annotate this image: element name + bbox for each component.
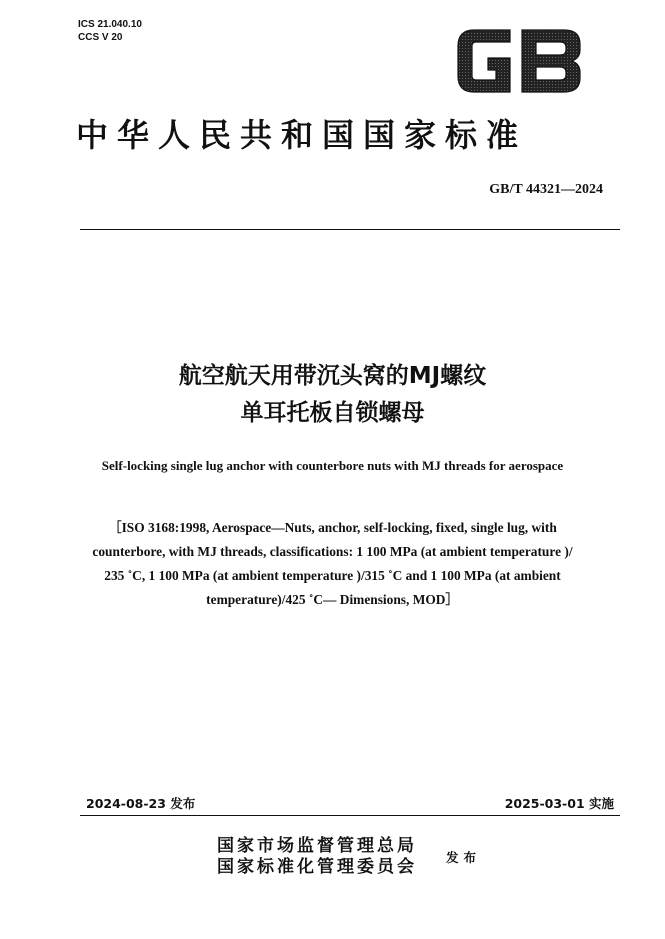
iso-reference-line-4: temperature)/425 ˚C— Dimensions, MOD］: [206, 592, 459, 607]
ccs-code: CCS V 20: [78, 32, 123, 43]
classification-codes: [78, 18, 142, 44]
chinese-title-line-2: 单耳托板自锁螺母: [240, 400, 425, 426]
standard-number: GB/T 44321—2024: [489, 182, 603, 197]
issue-date: 2024-08-23 发布: [86, 796, 196, 811]
bottom-divider: [80, 815, 620, 816]
iso-reference-line-3: 235 ˚C, 1 100 MPa (at ambient temperature )/315 ˚C and 1 100 MPa (at ambient: [104, 568, 561, 583]
chinese-title: [40, 358, 625, 432]
issuer-samr: 国家市场监督管理总局: [217, 836, 417, 856]
top-divider: [80, 229, 620, 230]
issuing-authorities: [217, 836, 417, 878]
iso-reference-line-2: counterbore, with MJ threads, classifications: 1 100 MPa (at ambient temperature )/: [92, 544, 573, 559]
gb-logo: [452, 20, 586, 102]
issuer-sac: 国家标准化管理委员会: [217, 857, 417, 877]
english-title: Self-locking single lug anchor with counterbore nuts with MJ threads for aerospace: [101, 458, 564, 473]
iso-reference: [60, 516, 605, 612]
national-standard-title: 中华人民共和国国家标准: [76, 116, 528, 154]
ics-code: ICS 21.040.10: [78, 19, 142, 30]
implementation-date: 2025-03-01 实施: [504, 796, 614, 811]
iso-reference-line-1: ［ISO 3168:1998, Aerospace—Nuts, anchor, self-locking, fixed, single lug, with: [108, 520, 557, 535]
publish-label: 发布: [446, 850, 482, 865]
chinese-title-line-1: 航空航天用带沉头窝的MJ螺纹: [178, 363, 487, 389]
